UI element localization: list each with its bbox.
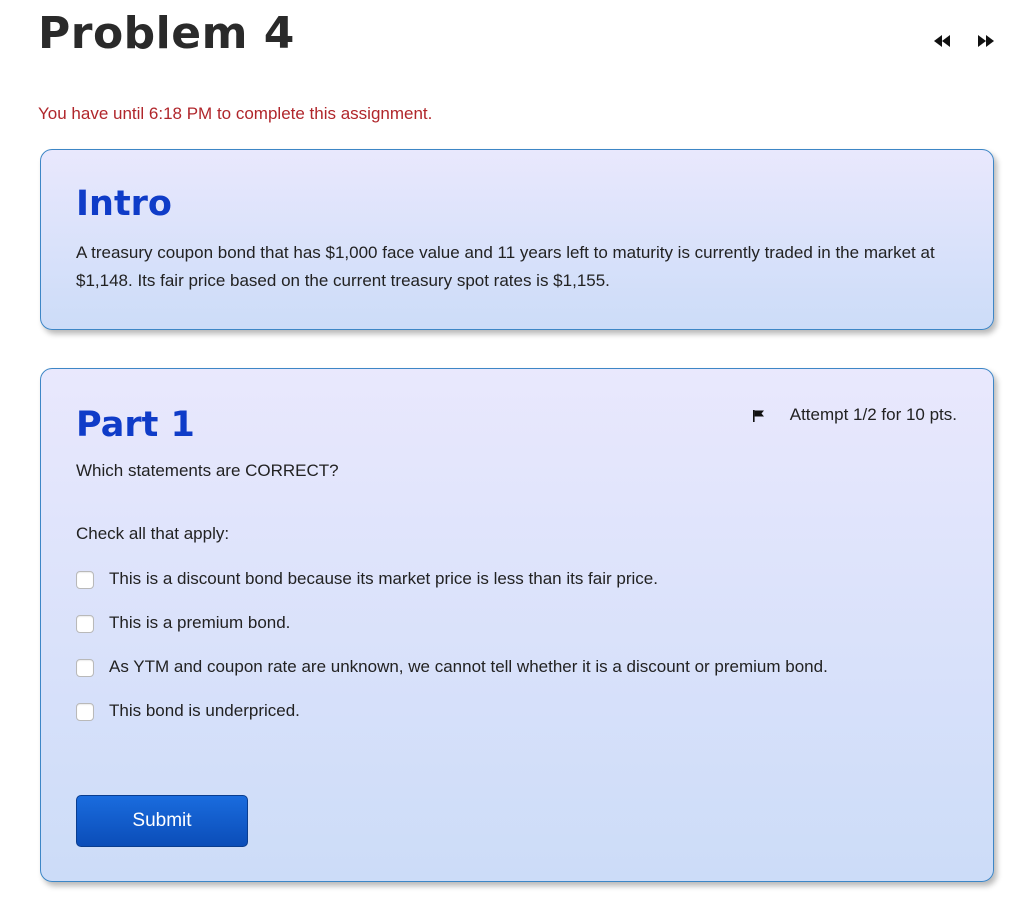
checkbox[interactable] xyxy=(76,615,94,633)
option-label: This is a premium bond. xyxy=(109,613,291,632)
option-label: This is a discount bond because its market price is less than its fair price. xyxy=(109,569,658,588)
option-label: This bond is underpriced. xyxy=(109,701,300,720)
option-label: As YTM and coupon rate are unknown, we cannot tell whether it is a discount or premium bond. xyxy=(109,657,828,676)
part-1-card xyxy=(40,368,994,882)
attempt-text: Attempt 1/2 for 10 pts. xyxy=(789,405,957,424)
question-text: Which statements are CORRECT? xyxy=(76,461,339,480)
answer-options xyxy=(76,565,956,741)
problem-navigation xyxy=(934,34,994,46)
option-underpriced[interactable] xyxy=(76,697,956,725)
rewind-icon[interactable] xyxy=(934,34,950,46)
checkbox[interactable] xyxy=(76,659,94,677)
submit-button[interactable]: Submit xyxy=(76,795,248,847)
intro-card xyxy=(40,149,994,330)
option-cannot-tell[interactable] xyxy=(76,653,956,681)
flag-icon[interactable] xyxy=(752,408,766,422)
intro-heading: Intro xyxy=(76,184,172,224)
intro-text: A treasury coupon bond that has $1,000 face value and 11 years left to maturity is currently traded in the market at $1,148. Its fair price based on the current treasury spot rates is $1,155. xyxy=(76,243,935,290)
option-premium-bond[interactable] xyxy=(76,609,956,637)
page-title: Problem 4 xyxy=(38,8,295,59)
attempt-info xyxy=(752,405,957,425)
checkbox[interactable] xyxy=(76,571,94,589)
checkbox[interactable] xyxy=(76,703,94,721)
deadline-notice: You have until 6:18 PM to complete this assignment. xyxy=(38,104,433,123)
check-all-label: Check all that apply: xyxy=(76,524,230,543)
fast-forward-icon[interactable] xyxy=(978,34,994,46)
option-discount-bond[interactable] xyxy=(76,565,956,593)
part-heading: Part 1 xyxy=(76,405,195,445)
